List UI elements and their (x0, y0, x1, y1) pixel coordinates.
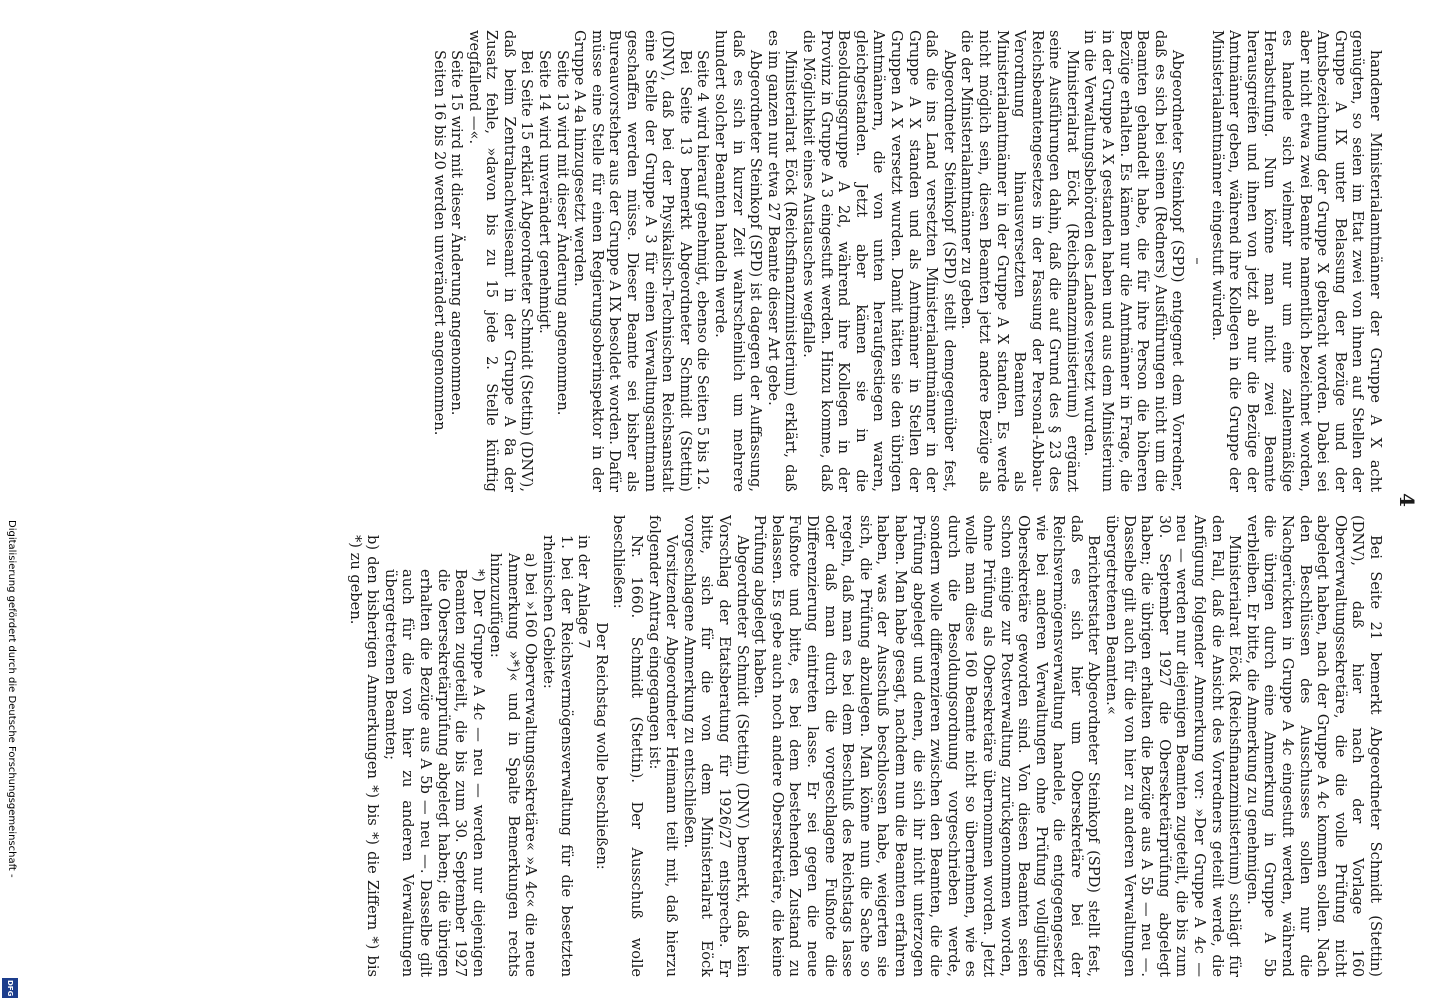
digitization-footer (0, 520, 22, 998)
motion-intro: in der Anlage 7 (575, 535, 593, 649)
paragraph: Ministerialrat Eöck (Reichsfinanzministerium) ergänzt seine Ausführungen dahin, daß die auf Grund des § 23 des Reichsbeamtengesetzes in der Fassung der Personal-Abbau-Verordnung hinausversetzten Beamten als Ministerialamtmänner in der Gruppe A X standen. Es werde nicht möglich sein, diesen Beamten jetzt andere Bezüge als die der Ministerialamtmänner zu geben. (958, 30, 1081, 492)
paragraph: Seite 14 wird unverändert genehmigt. (536, 50, 554, 334)
paragraph: Berichterstatter Abgeordneter Steinkopf (SPD) stellt fest, daß es sich hier um Obersekretäre bei der Reichsvermögensverwaltung handele, die entgegengesetzt wie bei anderen Verwaltungen ohne Prüfung vollgültige Obersekretäre geworden sind. Von diesen Beamten seien schon einige zur Postverwaltung zurückgenommen worden, ohne Prüfung als Obersekretäre übernommen worden. Jetzt wolle man diese 160 Beamte nicht so übernehmen, wie es durch die Besoldungsordnung vorgeschrieben werde, sondern wolle differenzieren zwischen den Beamten, die die Prüfung abgelegt und denen, die sich ihr nicht unterzogen haben. Man habe gesagt, nachdem nun die Beamten erfahren haben, was der Ausschuß beschlossen habe, weigerten sie sich, die Prüfung abzulegen. Man könne nun die Sache so regeln, daß man es bei dem Beschluß des Reichstags lasse oder daß man durch die vorgeschlagene Fußnote die Differenzierung eintreten lasse. Er sei gegen die neue Fußnote und bitte, es bei dem bestehenden Zustand zu belassen. Es gebe auch noch andere Obersekretäre, die keine Prüfung abgelegt haben. (751, 515, 1103, 977)
motion-heading: Der Reichstag wolle beschließen: (592, 622, 610, 870)
paragraph: Seite 13 wird mit dieser Änderung angenommen. (553, 50, 571, 416)
paragraph: Bei Seite 13 bemerkt Abgeordneter Schmidt (Stettin) (DNV), daß bei der Physikalisch-Technischen Reichsanstalt eine Stelle der Gruppe A 3 für einen Verwaltungsamtmann geschaffen werden müsse. Dieser Beamte sei bisher als Bureauvorsteher aus der Gruppe A IX besoldet worden. Dafür müsse eine Stelle für einen Regierungsoberinspektor in der Gruppe A 4a hinzugesetzt werden. (571, 30, 694, 492)
footer-text: Digitalisierung gefördert durch die Deutsche Forschungsgemeinschaft - (6, 520, 17, 878)
paragraph: Seite 15 wird mit dieser Änderung angenommen. (448, 50, 466, 416)
motion-item-b: b) den bisherigen Anmerkungen *) bis *) die Ziffern *) bis *) zu geben. (346, 535, 382, 977)
paragraph: Abgeordneter Steinkopf (SPD) stellt demgegenüber fest, daß die ins Land versetzten Ministerialamtmänner in der Gruppe A X standen und als Amtmänner in Stellen der Gruppen A X versetzt wurden. Damit hätten sie den übrigen Amtmännern, die von unten heraufgestiegen waren, gleichgestanden. Jetzt aber kämen sie in die Besoldungsgruppe A 2d, während ihre Kollegen in der Provinz in Gruppe A 3 eingestuft werden. Hinzu komme, daß die Möglichkeit eines Austausches wegfalle. (800, 30, 958, 492)
paragraph: Vorsitzender Abgeordneter Heimann teilt mit, daß hierzu folgender Antrag eingegangen ist: (645, 515, 681, 977)
paragraph: Ministerialrat Eöck (Reichsfinanzministerium) erklärt, daß es im ganzen nur etwa 27 Beamte dieser Art gebe. (764, 30, 800, 492)
motion-item-1: 1. bei der Reichsvermögensverwaltung für die besetzten rheinischen Gebiete: (540, 535, 575, 977)
paragraph: Bei Seite 15 erklärt Abgeordneter Schmidt (Stettin) (DNV), daß beim Zentralnachweiseamt in der Gruppe A 8a der Zusatz fehle, »davon bis zu 15 jede 2. Stelle künftig wegfallend —«. (465, 30, 536, 492)
text-column-right (29, 515, 1384, 977)
separator-dash: – (1189, 257, 1207, 265)
paragraph: handener Ministerialamtmänner der Gruppe A X acht genügten, so seien im Etat zwei von ihnen auf Stellen der Gruppe A IX unter Belassung der Bezüge und der Amtsbezeichnung der Gruppe X gebracht worden. Dabei sei aber nicht etwa zwei Beamte namentlich bezeichnet worden, es handele sich vielmehr nur um eine zahlenmäßige Herabstufung. Nun könne man nicht zwei Beamte herausgreifen und ihnen von jetzt ab nur die Bezüge der Amtmänner geben, während ihre Kollegen in die Gruppe der Ministerialamtmänner eingestuft würden. (1208, 30, 1384, 492)
paragraph: Bei Seite 21 bemerkt Abgeordneter Schmidt (Stettin) (DNV), daß hier nach der Vorlage 160 Oberverwaltungssekretäre, die die volle Prüfung nicht abgelegt haben, nach der Gruppe A 4c kommen sollen. Nach den Beschlüssen des Ausschusses sollen nur die Nachgerückten in Gruppe A 4c eingestuft werden, während die übrigen durch eine Anmerkung in Gruppe A 5b verbleiben. Er bitte, die Anmerkung zu genehmigen. (1243, 515, 1384, 977)
motion-item-a: a) bei »160 Oberverwaltungssekretäre« »A 4c« die neue Anmerkung »*)« und in Spalte Bemerkungen rechts hinzuzufügen: (487, 553, 540, 977)
paragraph: Seite 4 wird hierauf genehmigt, ebenso die Seiten 5 bis 12. (694, 50, 712, 491)
dfg-logo-icon: DFG (2, 978, 18, 998)
paragraph: Seiten 16 bis 20 werden unverändert angenommen. (430, 50, 448, 436)
paragraph: Abgeordneter Schmidt (Stettin) (DNV) bemerkt, daß kein Vorschlag der Etatsberatung für 1926/27 entspreche. Er bitte, sich für die von dem Ministerialrat Eöck vorgeschlagene Anmerkung zu entschließen. (680, 515, 751, 977)
paragraph: Nr. 1660. Schmidt (Stettin). Der Ausschuß wolle beschließen: (610, 515, 646, 977)
page-number: 4 (1395, 493, 1419, 507)
text-column-left (29, 30, 1384, 492)
motion-footnote: *) Der Gruppe A 4c — neu — werden nur diejenigen Beamten zugeteilt, die bis zum 30. September 1927 die Obersekretärprüfung abgelegt haben; die übrigen erhalten die Bezüge aus A 5b — neu —. Dasselbe gilt auch für die von hier zu anderen Verwaltungen übergetretenen Beamten; (381, 569, 487, 977)
paragraph: Abgeordneter Steinkopf (SPD) entgegnet dem Vorredner, daß es sich bei seinen (Redners) Ausführungen nicht um die Beamten gehandelt habe, die für ihre Person die höheren Bezüge erhalten. Es kämen nur die Amtmänner in Frage, die in der Gruppe A X gestanden haben und aus dem Ministerium in die Verwaltungsbehörden des Landes versetzt wurden. (1081, 30, 1187, 492)
paragraph: Abgeordneter Steinkopf (SPD) ist dagegen der Auffassung, daß es sich in kurzer Zeit wahrscheinlich um mehrere hundert solcher Beamten handeln werde. (712, 30, 765, 492)
paragraph: Ministerialrat Eöck (Reichsfinanzministerium) schlägt für den Fall, daß die Ansicht des Vorredners geteilt werde, die Anfügung folgender Anmerkung vor: »Der Gruppe A 4c — neu — werden nur diejenigen Beamten zugeteilt, die bis zum 30. September 1927 die Obersekretärprüfung abgelegt haben; die übrigen erhalten die Bezüge aus A 5b — neu —. Dasselbe gilt auch für die von hier zu anderen Verwaltungen übergetretenen Beamten.« (1103, 515, 1244, 977)
